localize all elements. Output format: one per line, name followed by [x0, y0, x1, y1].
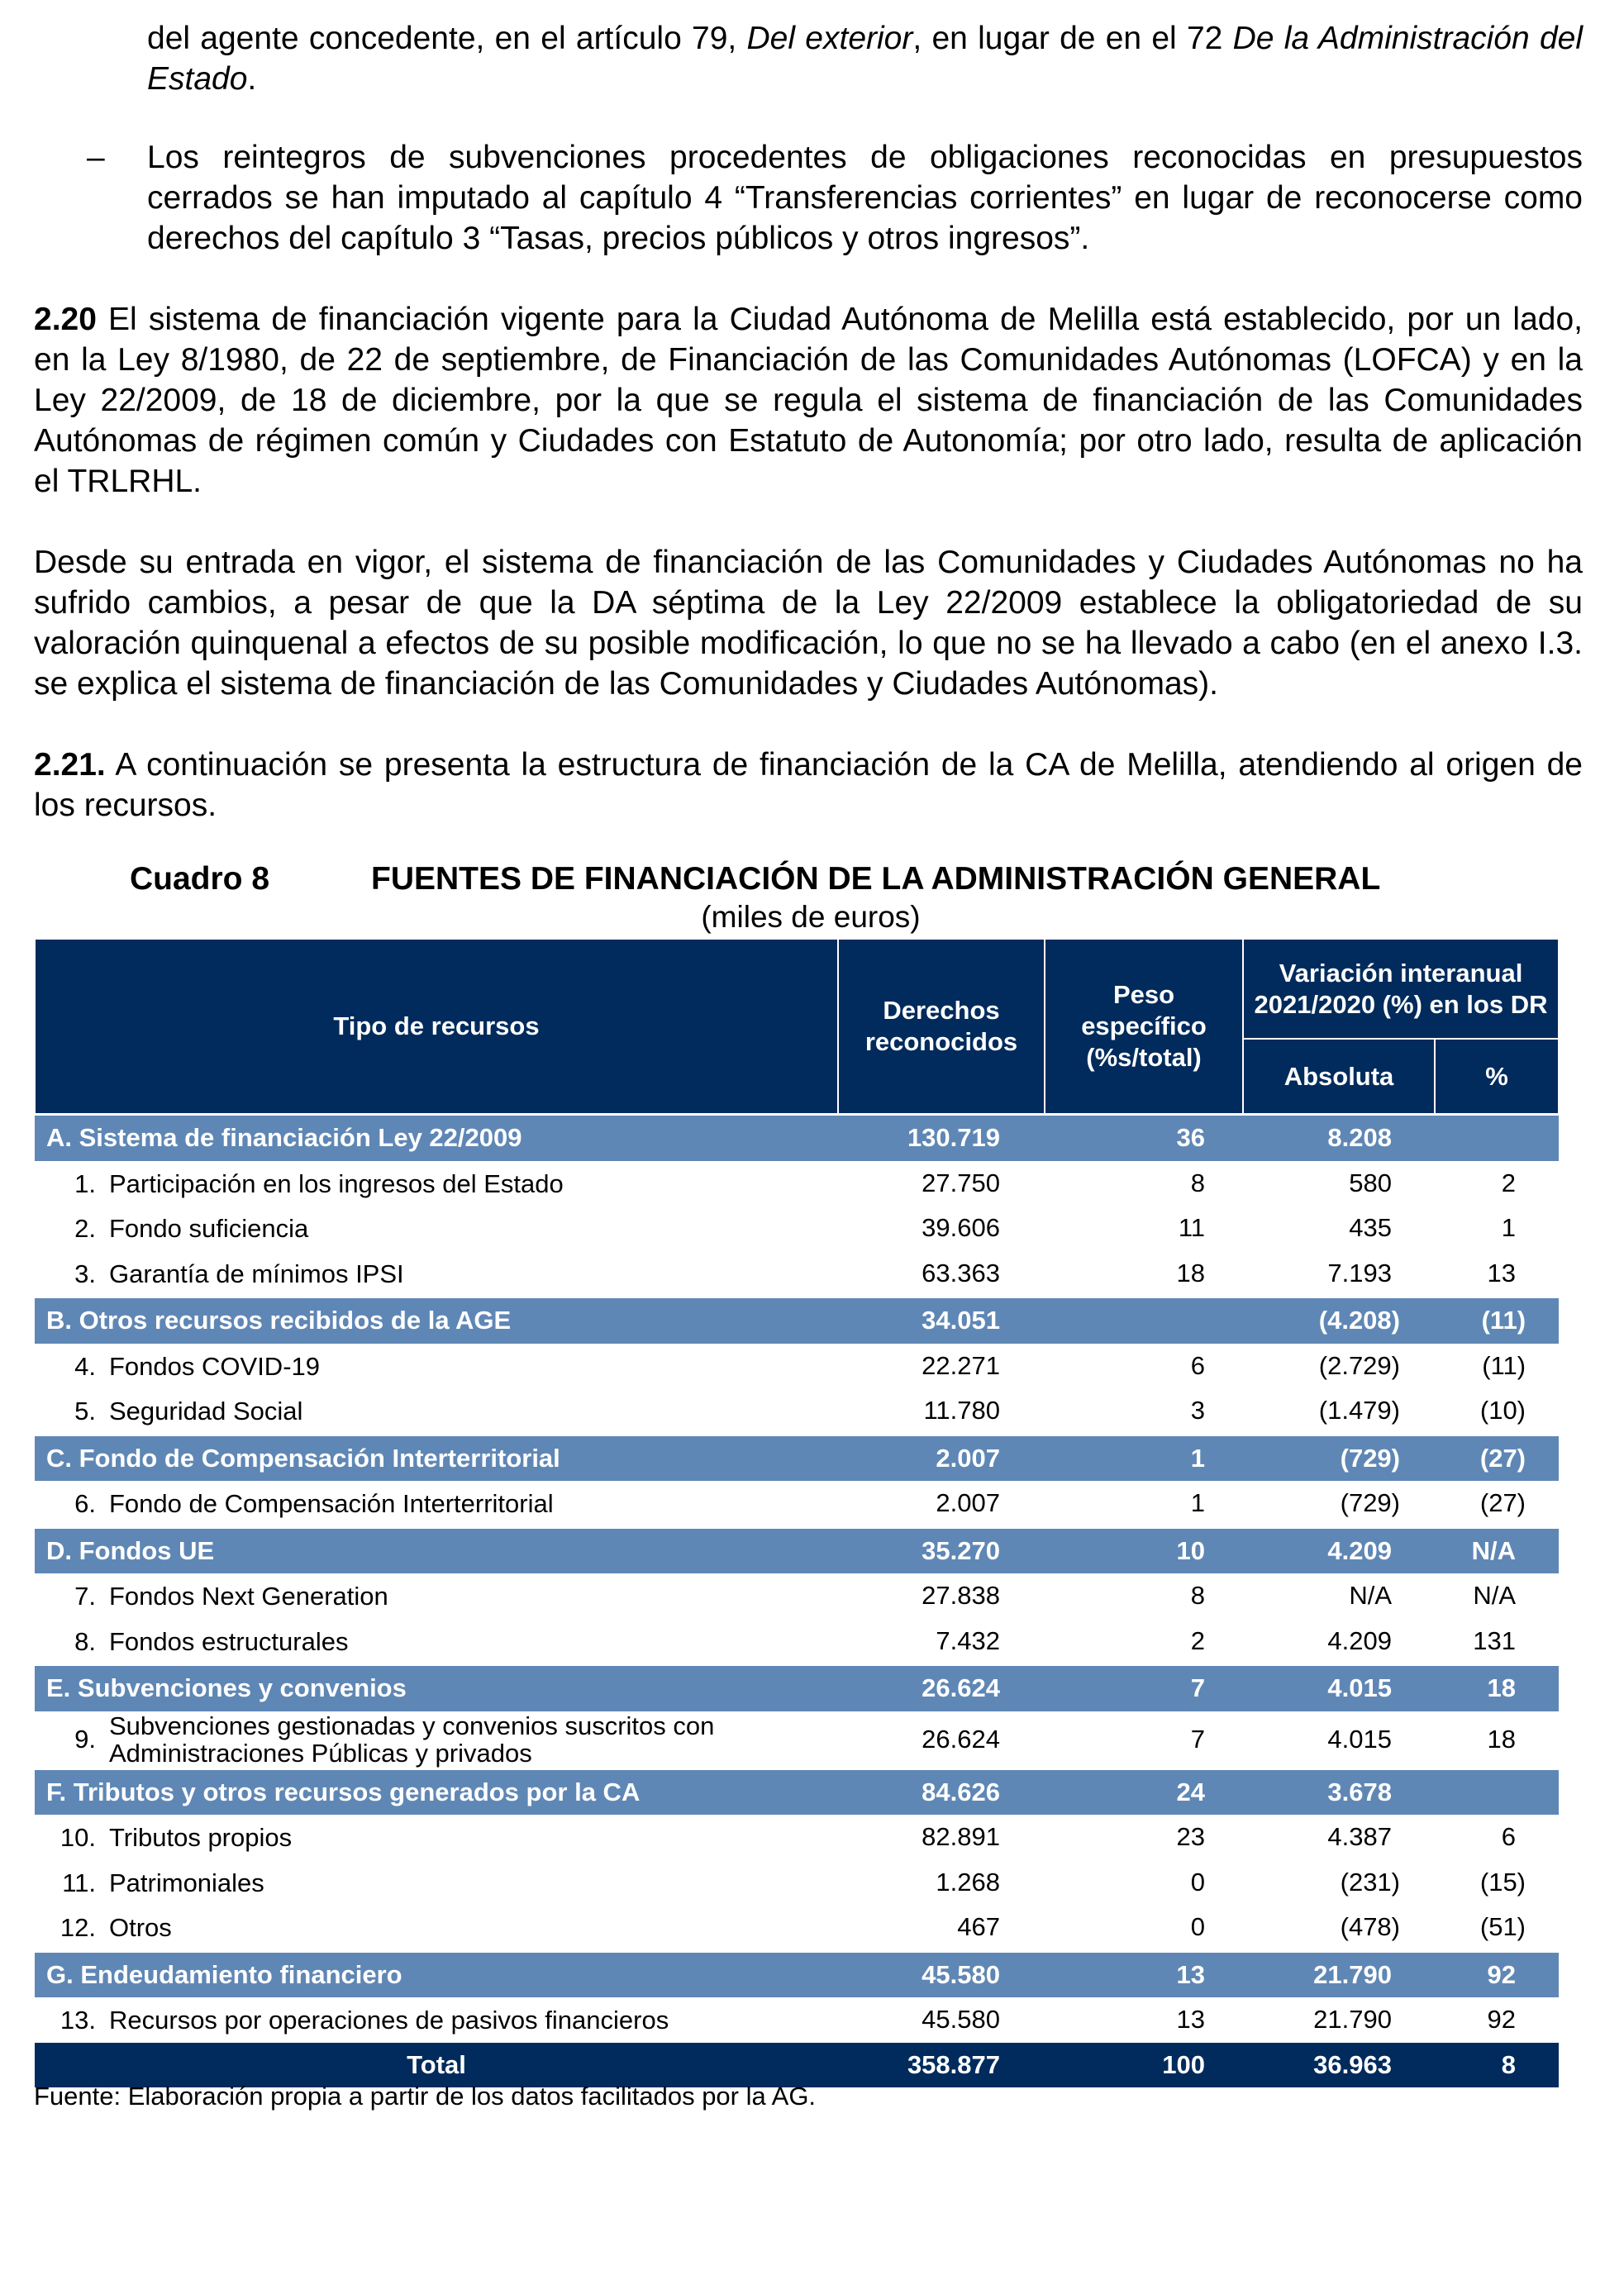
cell-tipo [35, 1344, 838, 1389]
cell-tipo [35, 1251, 838, 1297]
table-section-row [35, 1435, 1559, 1481]
table-row [35, 1573, 1559, 1619]
table-units: (miles de euros) [701, 900, 921, 934]
cell-peso: 18 [1176, 1258, 1205, 1287]
cell-derechos: 26.624 [838, 1665, 1045, 1711]
cell-pct: (27) [1479, 1488, 1526, 1518]
dash-list-item [87, 137, 1583, 259]
cell-derechos: 11.780 [923, 1396, 1000, 1425]
paragraph-2-20 [34, 299, 1583, 502]
cell-abs: 4.015 [1327, 1725, 1392, 1754]
cell-pct: (15) [1479, 1867, 1526, 1897]
cell-tipo: D. Fondos UE [35, 1527, 838, 1573]
cell-derechos: 45.580 [838, 1951, 1045, 1997]
cell-pct: N/A [1435, 1527, 1559, 1573]
paragraph-system [34, 542, 1583, 704]
paragraph-text: Los reintegros de subvenciones procedentes de obligaciones reconocidas en presupuestos cerrados se han imputado al capítulo 4 “Transferencias corrientes” en lugar de reconocerse como derechos del capítulo 3 “Tasas, precios públicos y otros ingresos”. [147, 140, 1583, 256]
cell-pct: 92 [1435, 1951, 1559, 1997]
row-number: 11. [62, 1868, 96, 1897]
financing-table [34, 938, 1560, 2087]
cell-tipo [35, 1573, 838, 1619]
cell-abs: 8.208 [1243, 1115, 1435, 1161]
cell-pct: (51) [1479, 1912, 1526, 1942]
row-number: 13. [60, 2006, 96, 2035]
table-row [35, 1619, 1559, 1665]
cell-pct: 92 [1487, 2005, 1517, 2035]
header-derechos: Derechos reconocidos [838, 939, 1045, 1115]
cell-abs: (2.729) [1318, 1350, 1400, 1380]
row-label: Patrimoniales [109, 1868, 264, 1897]
cell-tipo [35, 1161, 838, 1206]
row-label: Seguridad Social [109, 1397, 303, 1426]
table-row [35, 1481, 1559, 1527]
cell-derechos: 45.580 [922, 2005, 1000, 2035]
cell-peso: 24 [1045, 1768, 1243, 1815]
row-number: 1. [74, 1168, 96, 1198]
cell-tipo [35, 1997, 838, 2043]
cell-pct: 1 [1501, 1213, 1517, 1243]
header-tipo: Tipo de recursos [35, 939, 838, 1115]
paragraph-number: 2.21. [34, 747, 106, 783]
cell-peso: 6 [1190, 1350, 1205, 1380]
row-number: 3. [74, 1259, 96, 1288]
cell-pct: (11) [1435, 1297, 1559, 1344]
cell-pct: N/A [1473, 1581, 1517, 1611]
cell-derechos: 1.268 [936, 1867, 1000, 1897]
row-label: Participación en los ingresos del Estado [109, 1168, 564, 1198]
cell-pct: 8 [1435, 2043, 1559, 2088]
table-row [35, 1711, 1559, 1769]
italic-run: Del exterior [746, 21, 913, 56]
cell-derechos: 467 [957, 1912, 1000, 1942]
table-number: Cuadro 8 [130, 861, 270, 897]
cell-peso: 3 [1190, 1396, 1205, 1425]
cell-pct [1435, 1115, 1559, 1161]
cell-peso: 10 [1045, 1527, 1243, 1573]
row-label: Fondos Next Generation [109, 1582, 388, 1611]
cell-tipo [35, 1860, 838, 1906]
cell-abs: (1.479) [1318, 1396, 1400, 1425]
cell-tipo: C. Fondo de Compensación Interterritorial [35, 1435, 838, 1481]
cell-tipo [35, 1711, 838, 1769]
table-body [35, 1115, 1559, 2088]
cell-pct: 6 [1501, 1822, 1517, 1852]
cell-peso: 36 [1045, 1115, 1243, 1161]
cell-pct: 18 [1435, 1665, 1559, 1711]
cell-tipo [35, 1481, 838, 1527]
cell-derechos: 35.270 [838, 1527, 1045, 1573]
paragraph-text: El sistema de financiación vigente para la Ciudad Autónoma de Melilla está establecido, por un lado, en la Ley 8/1980, de 22 de septiembre, de Financiación de las Comunidades Autónomas (LOFCA) y en la Ley 22/2009, de 18 de diciembre, por la que se regula el sistema de financiación de las Comunidades Autónomas de régimen común y Ciudades con Estatuto de Autonomía; por otro lado, resulta de aplicación el TRLRHL. [34, 302, 1583, 499]
table-source: Fuente: Elaboración propia a partir de los datos facilitados por la AG. [34, 2082, 817, 2111]
table-title: FUENTES DE FINANCIACIÓN DE LA ADMINISTRACIÓN GENERAL [371, 861, 1381, 897]
row-number: 12. [60, 1913, 96, 1943]
cell-peso: 1 [1190, 1488, 1205, 1518]
paragraph-number: 2.20 [34, 302, 97, 337]
cell-derechos: 34.051 [838, 1297, 1045, 1344]
cell-derechos: 84.626 [838, 1768, 1045, 1815]
cell-tipo [35, 1206, 838, 1251]
cell-peso: 2 [1190, 1625, 1205, 1655]
cell-derechos: 7.432 [936, 1625, 1000, 1655]
cell-abs: 21.790 [1243, 1951, 1435, 1997]
table-section-row [35, 1665, 1559, 1711]
paragraph-text: Desde su entrada en vigor, el sistema de financiación de las Comunidades y Ciudades Autónomas no ha sufrido cambios, a pesar de que la DA séptima de la Ley 22/2009 establece la obligatoriedad de su valoración quinquenal a efectos de su posible modificación, lo que no se ha llevado a cabo (en el anexo I.3. se explica el sistema de financiación de las Comunidades y Ciudades Autónomas). [34, 545, 1583, 702]
cell-peso: 0 [1190, 1912, 1205, 1942]
cell-peso: 1 [1045, 1435, 1243, 1481]
table-section-row [35, 1115, 1559, 1161]
cell-abs: (729) [1340, 1488, 1400, 1518]
paragraph-continuation [147, 18, 1583, 99]
row-number: 4. [74, 1351, 96, 1381]
header-variacion: Variación interanual 2021/2020 (%) en los DR [1243, 939, 1559, 1039]
row-label: Otros [109, 1913, 172, 1943]
cell-peso: 23 [1176, 1822, 1205, 1852]
cell-tipo: Total [35, 2043, 838, 2088]
cell-peso: 13 [1176, 2005, 1205, 2035]
row-label: Tributos propios [109, 1823, 293, 1853]
cell-abs: 580 [1349, 1168, 1392, 1197]
cell-pct: (10) [1479, 1396, 1526, 1425]
row-number: 2. [74, 1214, 96, 1244]
cell-tipo [35, 1905, 838, 1951]
cell-abs: (231) [1340, 1867, 1400, 1897]
italic-run: De la Administración del Estado [147, 21, 1583, 97]
header-pct: % [1435, 1039, 1559, 1114]
cell-abs: 4.387 [1327, 1822, 1392, 1852]
paragraph-text: A continuación se presenta la estructura de financiación de la CA de Melilla, atendiendo al origen de los recursos. [34, 747, 1583, 823]
text-run: del agente concedente, en el artículo 79, [147, 21, 747, 56]
cell-tipo: F. Tributos y otros recursos generados por la CA [35, 1768, 838, 1815]
row-number: 9. [74, 1725, 96, 1754]
header-peso: Peso específico (%s/total) [1045, 939, 1243, 1115]
text-run: , en lugar de en el 72 [912, 21, 1233, 56]
table-row [35, 1860, 1559, 1906]
table-section-row [35, 1951, 1559, 1997]
row-label: Subvenciones gestionadas y convenios suscritos con Administraciones Públicas y privados [109, 1711, 715, 1768]
row-number: 7. [74, 1582, 96, 1611]
row-number: 6. [74, 1489, 96, 1519]
cell-derechos: 39.606 [922, 1213, 1000, 1243]
cell-peso: 7 [1045, 1665, 1243, 1711]
cell-tipo [35, 1619, 838, 1665]
cell-derechos: 2.007 [936, 1488, 1000, 1518]
cell-abs: (729) [1243, 1435, 1435, 1481]
cell-peso: 11 [1178, 1213, 1205, 1243]
table-section-row [35, 1527, 1559, 1573]
cell-abs: (4.208) [1243, 1297, 1435, 1344]
cell-abs: 36.963 [1243, 2043, 1435, 2088]
cell-peso: 0 [1190, 1867, 1205, 1897]
cell-abs: 7.193 [1327, 1258, 1392, 1287]
cell-peso [1045, 1297, 1243, 1344]
cell-peso: 13 [1045, 1951, 1243, 1997]
row-label: Fondos estructurales [109, 1626, 349, 1656]
cell-abs: 435 [1349, 1213, 1392, 1243]
row-number: 10. [60, 1823, 96, 1853]
table-row [35, 1388, 1559, 1435]
row-number: 8. [74, 1626, 96, 1656]
cell-tipo: G. Endeudamiento financiero [35, 1951, 838, 1997]
cell-peso: 8 [1190, 1168, 1205, 1197]
document-body [34, 17, 1583, 826]
cell-abs: N/A [1349, 1581, 1392, 1611]
cell-tipo: A. Sistema de financiación Ley 22/2009 [35, 1115, 838, 1161]
cell-pct: 2 [1501, 1168, 1517, 1197]
table-row [35, 1815, 1559, 1860]
cell-peso: 8 [1190, 1581, 1205, 1611]
row-label: Garantía de mínimos IPSI [109, 1259, 404, 1288]
table-section-row [35, 1297, 1559, 1344]
cell-tipo [35, 1815, 838, 1860]
cell-abs: (478) [1340, 1912, 1400, 1942]
row-label: Fondo suficiencia [109, 1214, 309, 1244]
row-label: Fondos COVID-19 [109, 1351, 320, 1381]
cell-tipo: B. Otros recursos recibidos de la AGE [35, 1297, 838, 1344]
cell-peso: 7 [1190, 1725, 1205, 1754]
table-row [35, 1905, 1559, 1951]
cell-derechos: 27.750 [922, 1168, 1000, 1197]
table-row [35, 1161, 1559, 1206]
row-label: Fondo de Compensación Interterritorial [109, 1489, 554, 1519]
cell-abs: 4.209 [1243, 1527, 1435, 1573]
row-number: 5. [74, 1397, 96, 1426]
cell-pct [1435, 1768, 1559, 1815]
cell-abs: 21.790 [1313, 2005, 1392, 2035]
cell-tipo: E. Subvenciones y convenios [35, 1665, 838, 1711]
cell-derechos: 26.624 [922, 1725, 1000, 1754]
cell-peso: 100 [1045, 2043, 1243, 2088]
cell-tipo [35, 1388, 838, 1435]
cell-derechos: 27.838 [922, 1581, 1000, 1611]
cell-abs: 4.015 [1243, 1665, 1435, 1711]
table-row [35, 1206, 1559, 1251]
paragraph-2-21 [34, 745, 1583, 826]
cell-pct: 131 [1473, 1625, 1517, 1655]
text-run: . [247, 61, 257, 97]
cell-pct: (27) [1435, 1435, 1559, 1481]
table-section-row [35, 1768, 1559, 1815]
table-row [35, 1344, 1559, 1389]
cell-abs: 4.209 [1327, 1625, 1392, 1655]
cell-abs: 3.678 [1243, 1768, 1435, 1815]
dash-bullet: – [87, 140, 105, 175]
cell-derechos: 82.891 [922, 1822, 1000, 1852]
cell-derechos: 22.271 [922, 1350, 1000, 1380]
cell-pct: 18 [1487, 1725, 1517, 1754]
row-label: Recursos por operaciones de pasivos financieros [109, 2006, 669, 2035]
cell-derechos: 63.363 [922, 1258, 1000, 1287]
cell-pct: (11) [1482, 1350, 1526, 1380]
cell-derechos: 358.877 [838, 2043, 1045, 2088]
table-row [35, 1997, 1559, 2043]
table-row [35, 1251, 1559, 1297]
cell-derechos: 130.719 [838, 1115, 1045, 1161]
cell-pct: 13 [1487, 1258, 1517, 1287]
cell-derechos: 2.007 [838, 1435, 1045, 1481]
header-absoluta: Absoluta [1243, 1039, 1435, 1114]
